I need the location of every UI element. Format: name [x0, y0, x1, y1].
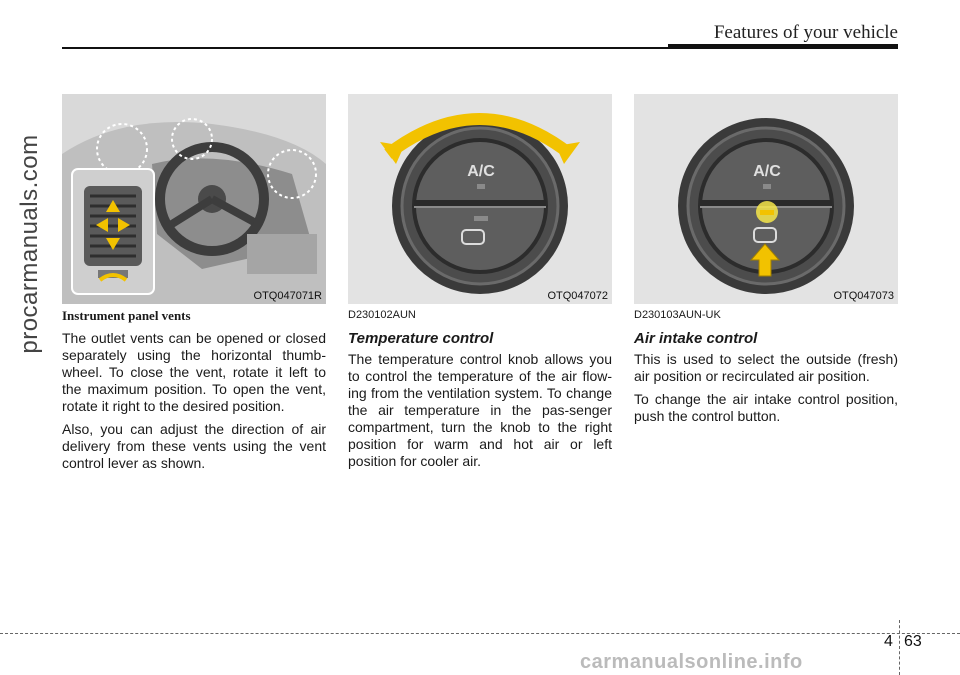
section-subtitle: Temperature control [348, 330, 494, 347]
paragraph: This is used to select the outside (fresh) air position or recirculated air position. [634, 351, 898, 384]
chapter-number: 4 [884, 633, 893, 650]
knob-ac-label: A/C [467, 163, 495, 180]
column-temperature-control [348, 307, 612, 476]
side-watermark: procarmanuals.com [16, 134, 43, 354]
bottom-watermark: carmanualsonline.info [580, 651, 803, 673]
air-intake-knob-illustration [634, 94, 898, 304]
footer-rule [0, 633, 960, 634]
column-air-intake-control [634, 307, 898, 431]
paragraph: To change the air intake control position, push the control button. [634, 391, 898, 424]
paragraph: The temperature control knob allows you to control the temperature of the air flow-ing from the ventilation system. To change the air temperature in the pas-senger compartment, turn the knob to the right position for warm and hot air or left position for cooler air. [348, 351, 612, 469]
header-title: Features of your vehicle [713, 22, 898, 43]
paragraph: The outlet vents can be opened or closed separately using the horizontal thumb-wheel. To close the vent, rotate it left to the maximum position. To open the vent, rotate it right to the desired position. [62, 330, 326, 414]
section-code: D230102AUN [348, 309, 416, 321]
figure-air-intake-knob [634, 94, 898, 304]
knob-ac-label: A/C [753, 163, 781, 180]
column-instrument-panel-vents [62, 307, 326, 478]
paragraph: Also, you can adjust the direction of air delivery from these vents using the vent control lever as shown. [62, 421, 326, 471]
page-number: 63 [904, 633, 922, 650]
section-code: D230103AUN-UK [634, 309, 721, 321]
figure-caption: OTQ047071R [253, 290, 322, 302]
footer-separator [899, 620, 900, 675]
dashboard-illustration [62, 94, 326, 304]
figure-instrument-panel-vents [62, 94, 326, 304]
figure-temperature-knob [348, 94, 612, 304]
section-subtitle: Instrument panel vents [62, 308, 191, 323]
figure-caption: OTQ047072 [547, 290, 608, 302]
header-rule-accent [668, 44, 898, 49]
section-subtitle: Air intake control [634, 330, 758, 347]
temperature-knob-illustration [348, 94, 612, 304]
figure-caption: OTQ047073 [833, 290, 894, 302]
